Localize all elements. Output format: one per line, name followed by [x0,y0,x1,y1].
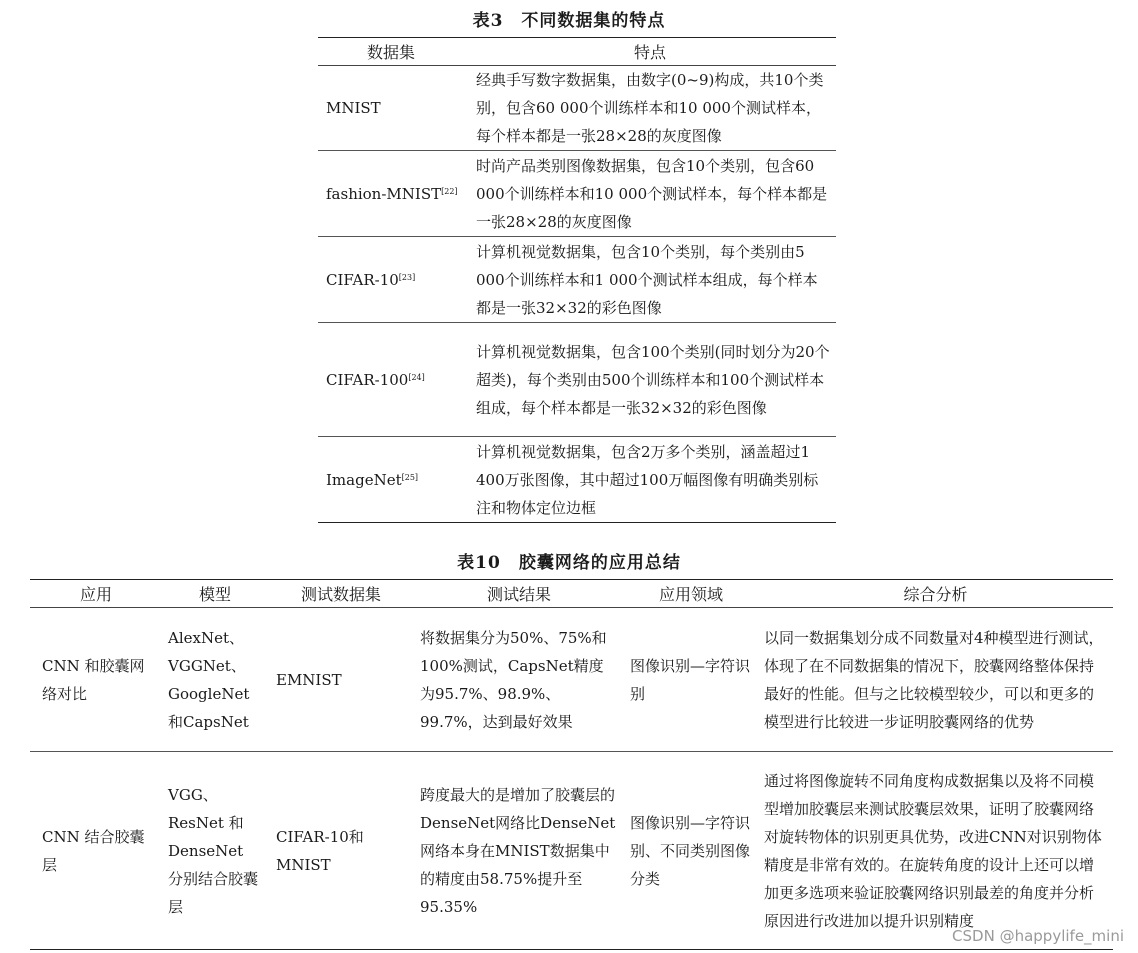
table-row [318,151,836,237]
column-header-features: 特点 [464,38,836,66]
column-header-dataset: 数据集 [318,38,464,66]
column-header-test-dataset: 测试数据集 [268,580,414,608]
table-row [318,66,836,151]
table-row [318,237,836,323]
dataset-name-cell: fashion-MNIST[22] [318,151,464,237]
table-row [318,323,836,437]
model-cell: VGG、ResNet 和DenseNet 分别结合胶囊层 [162,752,268,950]
field-cell: 图像识别—字符识别 [630,656,751,703]
dataset-name-cell: ImageNet[25] [318,437,464,523]
column-header-field: 应用领域 [624,580,758,608]
test-result-cell: 跨度最大的是增加了胶囊层的DenseNet网络比DenseNet 网络本身在MNIST数据集中的精度由58.75%提升至95.35% [414,752,624,950]
test-result-cell: 将数据集分为50%、75%和100%测试，CapsNet精度为95.7%、98.9%、99.7%，达到最好效果 [420,628,607,731]
dataset-feature-cell: 时尚产品类别图像数据集，包含10个类别，包含60 000个训练样本和10 000个测试样本，每个样本都是一张28×28的灰度图像 [464,151,836,237]
dataset-name-cell: CIFAR-10[23] [318,237,464,323]
test-dataset-cell: CIFAR-10和MNIST [268,752,414,950]
column-header-test-result: 测试结果 [414,580,624,608]
table10-caption: 表10 胶囊网络的应用总结 [457,553,681,573]
model-cell: AlexNet、VGGNet、GoogleNet 和CapsNet [168,628,250,731]
table3-caption: 表3 不同数据集的特点 [472,11,666,31]
table-row [30,752,1113,950]
column-header-analysis: 综合分析 [758,580,1113,608]
dataset-features-table [318,37,836,523]
application-cell: CNN 结合胶囊层 [30,752,162,950]
column-header-model: 模型 [162,580,268,608]
dataset-name-cell: MNIST [326,99,381,117]
column-header-application: 应用 [30,580,162,608]
watermark-text: CSDN @happylife_mini [952,927,1124,945]
dataset-feature-cell: 计算机视觉数据集，包含100个类别(同时划分为20个超类)，每个类别由500个训练样本和100个测试样本组成，每个样本都是一张32×32的彩色图像 [464,323,836,437]
test-dataset-cell: EMNIST [276,670,342,689]
dataset-feature-cell: 计算机视觉数据集，包含2万多个类别，涵盖超过1 400万张图像，其中超过100万幅图像有明确类别标注和物体定位边框 [464,437,836,523]
application-cell: CNN 和胶囊网络对比 [42,656,145,703]
capsnet-application-table [30,579,1113,950]
analysis-cell: 以同一数据集划分成不同数量对4种模型进行测试，体现了在不同数据集的情况下，胶囊网络整体保持最好的性能。但与之比较模型较少，可以和更多的模型进行比较进一步证明胶囊网络的优势 [764,628,1104,731]
table-row [318,437,836,523]
analysis-cell: 通过将图像旋转不同角度构成数据集以及将不同模型增加胶囊层来测试胶囊层效果，证明了胶囊网络对旋转物体的识别更具优势，改进CNN对识别物体精度是非常有效的。在旋转角度的设计上还可以增加更多选项来验证胶囊网络识别最差的角度并分析原因进行改进加以提升识别精度 [758,752,1113,950]
table-row [30,608,1113,752]
table-header-row [30,580,1113,608]
table-header-row [318,38,836,66]
dataset-feature-cell: 计算机视觉数据集，包含10个类别，每个类别由5 000个训练样本和1 000个测试样本组成，每个样本都是一张32×32的彩色图像 [464,237,836,323]
field-cell: 图像识别—字符识别、不同类别图像分类 [624,752,758,950]
dataset-name-cell: CIFAR-100[24] [318,323,464,437]
dataset-feature-cell: 经典手写数字数据集，由数字(0~9)构成，共10个类别，包含60 000个训练样本和10 000个测试样本，每个样本都是一张28×28的灰度图像 [476,71,824,145]
